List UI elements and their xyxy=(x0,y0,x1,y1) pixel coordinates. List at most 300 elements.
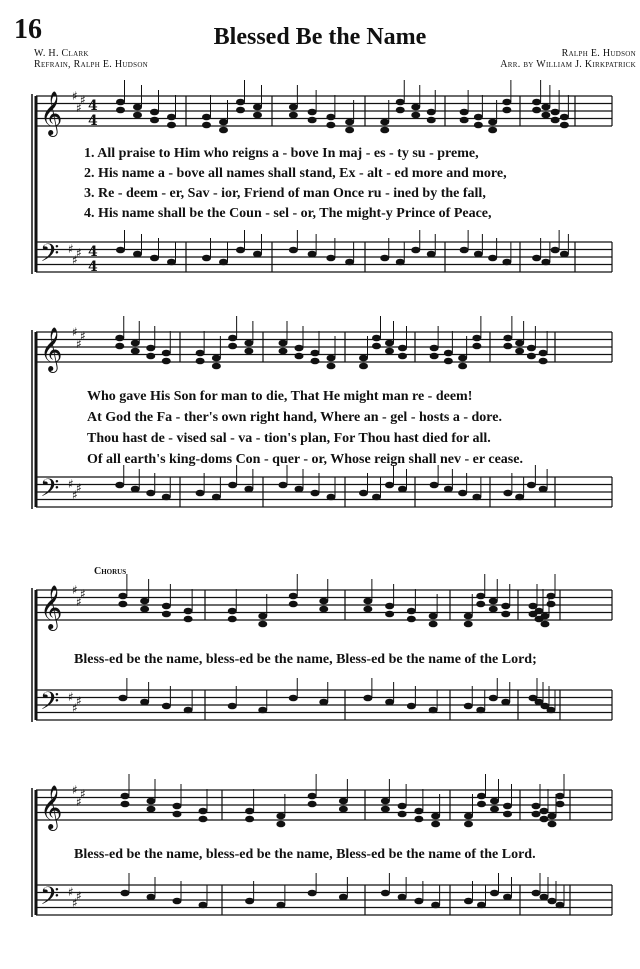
system-2-note xyxy=(372,335,381,342)
system-2-note xyxy=(327,355,336,362)
system-1-note xyxy=(560,122,569,129)
system-1-time-sig: 4 xyxy=(88,113,98,129)
system-1-note xyxy=(326,122,335,129)
system-2-note xyxy=(458,355,467,362)
system-4-note xyxy=(540,808,549,815)
system-1-note xyxy=(427,117,436,124)
system-2-note xyxy=(212,494,221,501)
system-2-sharp-icon: ♯ xyxy=(76,337,82,351)
system-4-note xyxy=(339,806,348,813)
system-3-note xyxy=(363,598,372,605)
system-3-sharp-icon: ♯ xyxy=(72,701,78,715)
system-1-sharp-icon: ♯ xyxy=(72,253,78,267)
system-3-note xyxy=(289,695,298,702)
system-1-note xyxy=(541,259,550,266)
system-3-note xyxy=(162,703,171,710)
system-4-note xyxy=(398,894,407,901)
system-2-note xyxy=(279,348,288,355)
system-2-sharp-icon: ♯ xyxy=(76,481,82,495)
system-3-note xyxy=(489,606,498,613)
system-4-note xyxy=(398,811,407,818)
system-1-note xyxy=(488,255,497,262)
system-1-note xyxy=(380,119,389,126)
system-3-note xyxy=(118,601,127,608)
system-3-note xyxy=(501,611,510,618)
system-2-note xyxy=(444,350,453,357)
system-1-note xyxy=(380,255,389,262)
system-3-note xyxy=(476,593,485,600)
system-2-note xyxy=(430,353,439,360)
system-4-note xyxy=(490,806,499,813)
hymn-title: Blessed Be the Name xyxy=(213,24,427,50)
system-4-note xyxy=(503,894,512,901)
system-1-note xyxy=(396,99,405,106)
system-2-note xyxy=(212,363,221,370)
system-3-note xyxy=(289,601,298,608)
system-1-note xyxy=(474,114,483,121)
system-3-note xyxy=(547,593,556,600)
system-4-note xyxy=(414,898,423,905)
system-4-note xyxy=(556,793,565,800)
system-1-note xyxy=(236,247,245,254)
system-2-note xyxy=(327,494,336,501)
system-1-note xyxy=(411,104,420,111)
system-2-note xyxy=(430,345,439,352)
system-1-note xyxy=(236,99,245,106)
system-1-note xyxy=(236,107,245,114)
system-4-note xyxy=(540,894,549,901)
system-2-note xyxy=(539,350,548,357)
system-2-note xyxy=(311,358,320,365)
system-2-note xyxy=(527,353,536,360)
system-4-note xyxy=(245,816,254,823)
system-4-note xyxy=(381,890,390,897)
system-1-note xyxy=(345,259,354,266)
system-2-note xyxy=(146,353,155,360)
system-4-note xyxy=(556,801,565,808)
system-2-note xyxy=(295,345,304,352)
system-1-note xyxy=(488,119,497,126)
verse-3-line-2: Thou hast de - vised sal - va - tion's plan, For Thou hast died for all. xyxy=(87,431,491,446)
system-4-note xyxy=(556,902,565,909)
system-2-note xyxy=(131,486,140,493)
system-4-sharp-icon: ♯ xyxy=(72,896,78,910)
system-4-note xyxy=(477,902,486,909)
system-2-sharp-icon: ♯ xyxy=(80,329,86,343)
system-2-note xyxy=(472,335,481,342)
system-1-time-sig: 4 xyxy=(88,244,98,260)
system-3-note xyxy=(476,601,485,608)
system-2-note xyxy=(398,345,407,352)
system-4-note xyxy=(532,890,541,897)
system-1-note xyxy=(308,117,317,124)
system-3-note xyxy=(501,603,510,610)
system-3-note xyxy=(118,593,127,600)
system-2-note xyxy=(398,353,407,360)
system-1-sharp-icon: ♯ xyxy=(68,242,74,256)
system-4-note xyxy=(381,806,390,813)
system-3-note xyxy=(385,611,394,618)
system-3-sharp-icon: ♯ xyxy=(76,694,82,708)
system-4-note xyxy=(199,816,208,823)
system-2-note xyxy=(430,482,439,489)
system-1-note xyxy=(551,109,560,116)
system-3-note xyxy=(140,598,149,605)
system-4-note xyxy=(147,894,156,901)
system-4-note xyxy=(548,821,557,828)
system-1-note xyxy=(150,109,159,116)
system-3-note xyxy=(464,621,473,628)
system-2-note xyxy=(527,345,536,352)
system-3-note xyxy=(407,616,416,623)
system-1-note xyxy=(396,259,405,266)
system-2-note xyxy=(372,494,381,501)
system-1-note xyxy=(167,114,176,121)
system-3-note xyxy=(489,695,498,702)
verse-2-line-2: At God the Fa - ther's own right hand, Where an - gel - hosts a - dore. xyxy=(87,410,502,425)
system-2-note xyxy=(527,482,536,489)
system-3-note xyxy=(162,603,171,610)
system-3-note xyxy=(258,707,267,714)
system-4-sharp-icon: ♯ xyxy=(76,795,82,809)
system-4-note xyxy=(490,798,499,805)
system-4-note xyxy=(477,801,486,808)
system-2-note xyxy=(295,353,304,360)
system-2-note xyxy=(515,494,524,501)
system-4-note xyxy=(199,902,208,909)
system-3-note xyxy=(118,695,127,702)
system-4-note xyxy=(121,890,130,897)
system-2-note xyxy=(212,355,221,362)
system-4-treble-clef-icon: 𝄞 xyxy=(40,785,63,829)
system-2-note xyxy=(146,345,155,352)
system-3-note xyxy=(184,707,193,714)
system-4-note xyxy=(245,898,254,905)
system-1-note xyxy=(541,112,550,119)
system-2-note xyxy=(295,486,304,493)
system-1-note xyxy=(253,251,262,258)
system-1-note xyxy=(541,104,550,111)
system-1-sharp-icon: ♯ xyxy=(76,101,82,115)
system-4-note xyxy=(245,808,254,815)
system-2-bass-clef-icon: 𝄢 xyxy=(40,474,60,509)
system-4-note xyxy=(431,813,440,820)
system-3-note xyxy=(547,707,556,714)
system-2-note xyxy=(444,358,453,365)
system-2-note xyxy=(228,343,237,350)
system-1-note xyxy=(116,99,125,106)
system-2-note xyxy=(279,340,288,347)
system-2-note xyxy=(444,486,453,493)
system-2-note xyxy=(359,490,368,497)
system-1-note xyxy=(308,109,317,116)
system-2-note xyxy=(228,335,237,342)
system-2-note xyxy=(115,335,124,342)
system-2-note xyxy=(279,482,288,489)
system-4-note xyxy=(173,811,182,818)
system-1-note xyxy=(532,107,541,114)
system-3-note xyxy=(228,616,237,623)
system-1-note xyxy=(116,107,125,114)
system-1-note xyxy=(345,119,354,126)
system-3-note xyxy=(319,699,328,706)
system-4-note xyxy=(540,816,549,823)
system-3-sharp-icon: ♯ xyxy=(80,587,86,601)
system-2-note xyxy=(385,348,394,355)
system-4-note xyxy=(121,793,130,800)
chorus-label: Chorus xyxy=(94,566,127,577)
system-2-note xyxy=(162,358,171,365)
system-2-note xyxy=(228,482,237,489)
system-4-note xyxy=(276,902,285,909)
system-3-note xyxy=(535,608,544,615)
system-2-note xyxy=(311,490,320,497)
system-4-note xyxy=(477,793,486,800)
chorus-line-1: Bless-ed be the name, bless-ed be the name, Bless-ed be the name of the Lord; xyxy=(74,652,537,667)
system-1-note xyxy=(396,107,405,114)
system-4-sharp-icon: ♯ xyxy=(76,889,82,903)
system-4-note xyxy=(414,808,423,815)
system-3-note xyxy=(407,608,416,615)
system-2-note xyxy=(244,486,253,493)
system-4-note xyxy=(339,894,348,901)
system-2-note xyxy=(196,350,205,357)
system-2-note xyxy=(539,358,548,365)
system-2-note xyxy=(115,482,124,489)
system-1-note xyxy=(460,117,469,124)
system-2-note xyxy=(385,482,394,489)
system-4-note xyxy=(308,801,317,808)
system-4-note xyxy=(308,793,317,800)
system-3-note xyxy=(489,598,498,605)
system-1-note xyxy=(532,99,541,106)
system-2-note xyxy=(372,343,381,350)
system-1-note xyxy=(411,247,420,254)
system-4-note xyxy=(121,801,130,808)
system-2-sharp-icon: ♯ xyxy=(68,477,74,491)
system-4-note xyxy=(173,803,182,810)
verse-1-line-1: 1. All praise to Him who reigns a - bove In maj - es - ty su - preme, xyxy=(84,146,479,161)
system-4-note xyxy=(503,803,512,810)
system-2-note xyxy=(472,343,481,350)
system-1-note xyxy=(253,112,262,119)
system-1-note xyxy=(289,104,298,111)
system-1-note xyxy=(551,117,560,124)
system-3-note xyxy=(363,695,372,702)
system-3-treble-clef-icon: 𝄞 xyxy=(40,585,63,629)
system-4-note xyxy=(308,890,317,897)
system-3-note xyxy=(541,613,550,620)
system-3-note xyxy=(228,703,237,710)
system-2-note xyxy=(385,340,394,347)
credit-arranger: Arr. by William J. Kirkpatrick xyxy=(500,59,636,70)
system-1-note xyxy=(326,114,335,121)
system-1-treble-clef-icon: 𝄞 xyxy=(40,91,63,135)
system-3-note xyxy=(501,699,510,706)
system-3-note xyxy=(162,611,171,618)
system-3-note xyxy=(429,613,438,620)
system-4-note xyxy=(381,798,390,805)
system-1-note xyxy=(202,122,211,129)
system-2-note xyxy=(539,486,548,493)
system-2-note xyxy=(131,340,140,347)
system-2-note xyxy=(359,363,368,370)
system-1-bass-clef-icon: 𝄢 xyxy=(40,239,60,274)
system-4-note xyxy=(532,811,541,818)
system-1-note xyxy=(150,117,159,124)
system-4-note xyxy=(147,806,156,813)
credit-words: W. H. Clark xyxy=(34,48,89,59)
system-1-note xyxy=(345,127,354,134)
system-3-note xyxy=(184,616,193,623)
system-4-note xyxy=(548,813,557,820)
system-4-note xyxy=(339,798,348,805)
system-1-note xyxy=(289,112,298,119)
system-4-note xyxy=(464,898,473,905)
system-2-treble-clef-icon: 𝄞 xyxy=(40,327,63,371)
system-3-note xyxy=(140,699,149,706)
system-1-note xyxy=(560,251,569,258)
system-2-note xyxy=(196,490,205,497)
system-2-note xyxy=(162,494,171,501)
system-4-note xyxy=(464,821,473,828)
system-3-sharp-icon: ♯ xyxy=(68,690,74,704)
system-1-note xyxy=(289,247,298,254)
system-2-note xyxy=(503,343,512,350)
system-2-sharp-icon: ♯ xyxy=(72,488,78,502)
system-1-note xyxy=(308,251,317,258)
system-2-note xyxy=(162,350,171,357)
system-4-note xyxy=(503,811,512,818)
system-4-note xyxy=(464,813,473,820)
system-1-note xyxy=(167,122,176,129)
system-1-note xyxy=(219,127,228,134)
system-3-bass-clef-icon: 𝄢 xyxy=(40,687,60,722)
system-4-sharp-icon: ♯ xyxy=(68,885,74,899)
system-4-note xyxy=(532,803,541,810)
system-2-note xyxy=(503,335,512,342)
system-1-sharp-icon: ♯ xyxy=(72,89,78,103)
system-2-note xyxy=(458,490,467,497)
system-1-note xyxy=(411,112,420,119)
system-4-note xyxy=(548,898,557,905)
system-3-note xyxy=(258,613,267,620)
system-1-sharp-icon: ♯ xyxy=(76,246,82,260)
system-3-note xyxy=(547,601,556,608)
system-1-note xyxy=(427,251,436,258)
system-3-note xyxy=(228,608,237,615)
system-4-note xyxy=(490,890,499,897)
system-3-note xyxy=(289,593,298,600)
system-1-note xyxy=(460,109,469,116)
system-1-note xyxy=(427,109,436,116)
system-1-note xyxy=(551,247,560,254)
system-1-note xyxy=(167,259,176,266)
system-2-note xyxy=(244,348,253,355)
system-1-note xyxy=(202,114,211,121)
system-3-sharp-icon: ♯ xyxy=(72,583,78,597)
system-1-note xyxy=(326,255,335,262)
system-1-note xyxy=(532,255,541,262)
system-3-note xyxy=(385,603,394,610)
system-3-sharp-icon: ♯ xyxy=(76,595,82,609)
system-2-note xyxy=(398,486,407,493)
system-2-note xyxy=(515,348,524,355)
system-1-time-sig: 4 xyxy=(88,259,98,275)
system-1-note xyxy=(133,251,142,258)
system-2-note xyxy=(115,343,124,350)
system-1-note xyxy=(219,259,228,266)
system-3-note xyxy=(184,608,193,615)
system-3-note xyxy=(319,598,328,605)
system-4-note xyxy=(431,821,440,828)
verse-3-line-1: 3. Re - deem - er, Sav - ior, Friend of man Once ru - ined by the fall, xyxy=(84,186,486,201)
system-4-note xyxy=(199,808,208,815)
system-3-note xyxy=(363,606,372,613)
system-2-note xyxy=(131,348,140,355)
system-4-note xyxy=(173,898,182,905)
system-2-note xyxy=(359,355,368,362)
system-3-note xyxy=(385,699,394,706)
system-1-note xyxy=(474,122,483,129)
system-4-sharp-icon: ♯ xyxy=(72,783,78,797)
system-1-note xyxy=(460,247,469,254)
system-2-note xyxy=(311,350,320,357)
system-1-note xyxy=(202,255,211,262)
system-2-note xyxy=(146,490,155,497)
credit-music: Ralph E. Hudson xyxy=(561,48,636,59)
system-2-note xyxy=(196,358,205,365)
verse-4-line-2: Of all earth's king-doms Con - quer - or, Whose reign shall nev - er cease. xyxy=(87,452,523,467)
system-3-note xyxy=(429,707,438,714)
system-2-note xyxy=(327,363,336,370)
system-1-note xyxy=(502,107,511,114)
system-3-note xyxy=(476,707,485,714)
chorus-line-2: Bless-ed be the name, bless-ed be the name, Bless-ed be the name of the Lord. xyxy=(74,847,536,862)
system-4-note xyxy=(398,803,407,810)
system-3-note xyxy=(258,621,267,628)
system-1-note xyxy=(502,259,511,266)
verse-4-line-1: 4. His name shall be the Coun - sel - or, The might-y Prince of Peace, xyxy=(84,206,492,221)
system-1-note xyxy=(219,119,228,126)
system-4-sharp-icon: ♯ xyxy=(80,787,86,801)
system-3-note xyxy=(464,703,473,710)
system-1-note xyxy=(253,104,262,111)
system-3-note xyxy=(529,603,538,610)
system-2-note xyxy=(458,363,467,370)
system-1-note xyxy=(133,104,142,111)
system-3-note xyxy=(464,613,473,620)
system-1-note xyxy=(474,251,483,258)
verse-2-line-1: 2. His name a - bove all names shall stand, Ex - alt - ed more and more, xyxy=(84,166,507,181)
system-1-note xyxy=(150,255,159,262)
system-3-note xyxy=(407,703,416,710)
system-4-bass-clef-icon: 𝄢 xyxy=(40,882,60,917)
system-4-note xyxy=(276,813,285,820)
verse-1-line-2: Who gave His Son for man to die, That He might man re - deem! xyxy=(87,389,473,404)
system-3-note xyxy=(319,606,328,613)
system-1-note xyxy=(560,114,569,121)
system-2-note xyxy=(472,494,481,501)
system-4-note xyxy=(414,816,423,823)
system-3-note xyxy=(140,606,149,613)
system-4-note xyxy=(431,902,440,909)
system-2-sharp-icon: ♯ xyxy=(72,325,78,339)
system-1-note xyxy=(488,127,497,134)
system-1-note xyxy=(116,247,125,254)
system-4-note xyxy=(147,798,156,805)
system-1-note xyxy=(502,99,511,106)
